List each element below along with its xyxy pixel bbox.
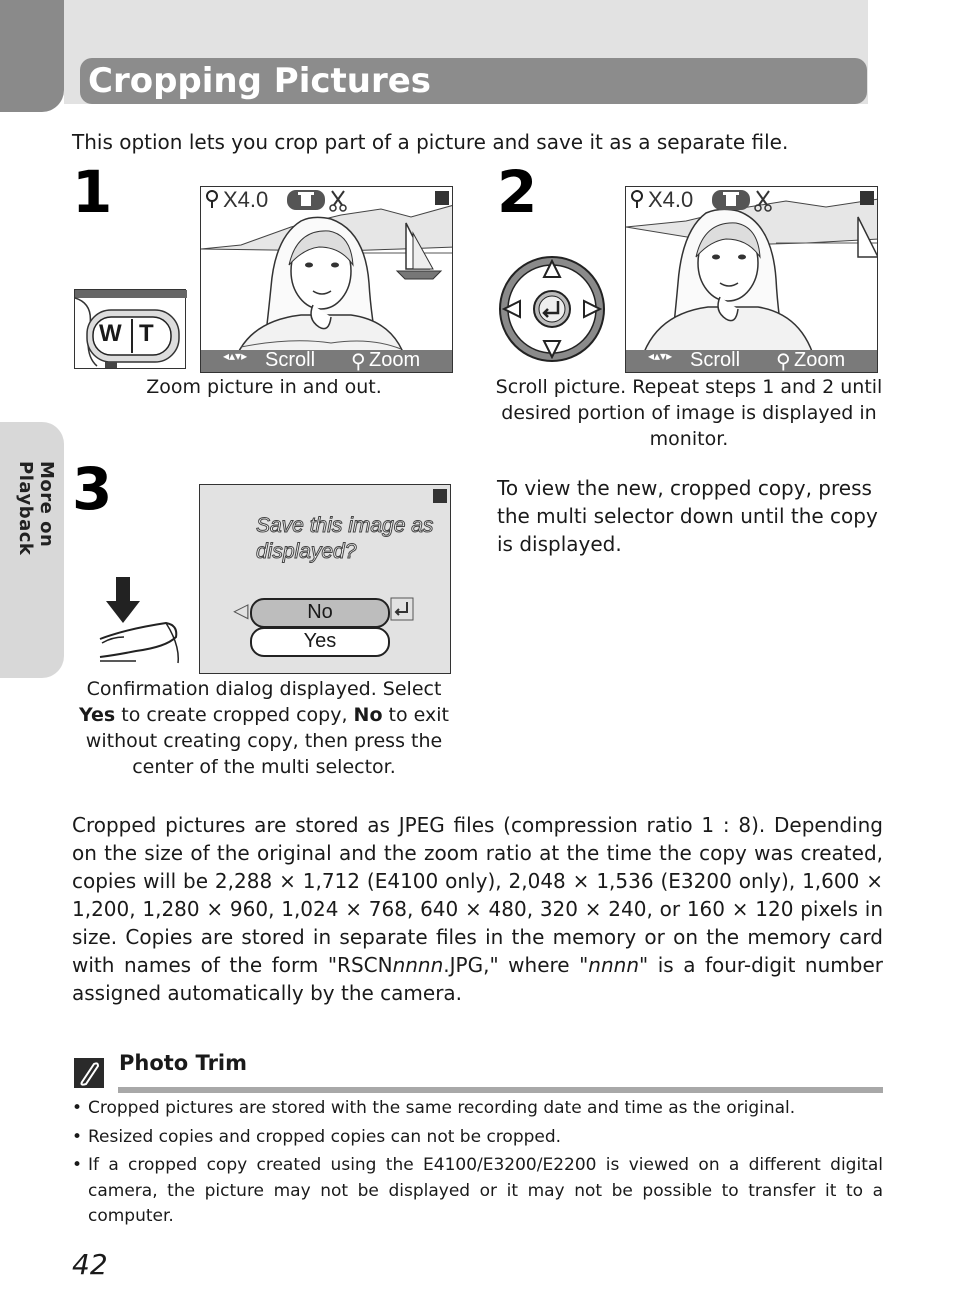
scissors-icon bbox=[754, 190, 772, 216]
down-arrow-icon bbox=[106, 577, 140, 623]
main-paragraph bbox=[72, 811, 883, 1007]
note-item-text: Cropped pictures are stored with the same recording date and time as the original. bbox=[88, 1098, 796, 1118]
page-number: 42 bbox=[72, 1248, 108, 1281]
note-item-text: Resized copies and cropped copies can not be cropped. bbox=[88, 1126, 562, 1147]
osd-bottom-bar-2 bbox=[626, 350, 877, 372]
caption-text: to create cropped copy, bbox=[115, 704, 354, 726]
zoom-level-2: X4.0 bbox=[648, 187, 694, 212]
side-tab-label: More on Playback bbox=[15, 461, 57, 556]
caption-text: to exit without creating copy, then press the center of the multi selector. bbox=[85, 704, 449, 778]
monitor-screen-2 bbox=[625, 186, 878, 373]
step2-caption: Scroll picture. Repeat steps 1 and 2 until desired portion of image is displayed in monitor. bbox=[495, 376, 883, 450]
zoom-label-1: Zoom bbox=[369, 349, 421, 371]
t-button-label: T bbox=[139, 320, 154, 347]
osd-top-bar-1 bbox=[201, 187, 452, 215]
note-rule bbox=[118, 1087, 883, 1093]
trash-icon bbox=[712, 190, 750, 210]
step-number-1: 1 bbox=[72, 158, 113, 226]
magnifier-icon bbox=[630, 189, 646, 213]
magnifier-icon: ⚲ bbox=[351, 351, 366, 373]
scroll-arrows-icon: ◂▴▾▸ bbox=[648, 349, 673, 363]
dialog-message bbox=[256, 513, 433, 565]
paragraph-text: .JPG," where " bbox=[443, 953, 589, 977]
caption-text: Confirmation dialog displayed. Select bbox=[86, 678, 442, 700]
caption-yes: Yes bbox=[78, 704, 116, 726]
magnifier-icon: ⚲ bbox=[776, 351, 791, 373]
scroll-label-1: Scroll bbox=[265, 349, 316, 371]
paragraph-italic: nnnn bbox=[588, 953, 639, 977]
pencil-note-icon bbox=[74, 1058, 104, 1088]
zoom-label-2: Zoom bbox=[794, 349, 846, 371]
osd-bottom-bar-1 bbox=[201, 350, 452, 372]
finger-press-illustration bbox=[96, 575, 180, 665]
step1-caption: Zoom picture in and out. bbox=[146, 376, 382, 398]
caption-no: No bbox=[353, 704, 383, 726]
multi-selector-icon bbox=[498, 255, 606, 363]
osd-top-bar-2 bbox=[626, 187, 877, 215]
finger-icon bbox=[100, 623, 178, 663]
note-item: • Resized copies and cropped copies can not be cropped. bbox=[72, 1125, 883, 1151]
note-item: • If a cropped copy created using the E4100/E3200/E2200 is viewed on a different digital camera, the picture may not be displayed or it may not be possible to transfer it to a computer. bbox=[72, 1153, 883, 1230]
step-number-2: 2 bbox=[497, 158, 538, 226]
scroll-arrows-icon: ◂▴▾▸ bbox=[223, 349, 248, 363]
intro-text: This option lets you crop part of a picture and save it as a separate file. bbox=[72, 130, 789, 154]
no-option[interactable]: No bbox=[250, 598, 390, 628]
confirmation-dialog-screen bbox=[199, 484, 451, 674]
note-item: • Cropped pictures are stored with the same recording date and time as the original. bbox=[72, 1096, 883, 1122]
note-list bbox=[72, 1096, 883, 1230]
corner-tab bbox=[0, 0, 64, 112]
monitor-screen-1 bbox=[200, 186, 453, 373]
page-title: Cropping Pictures bbox=[88, 61, 432, 101]
w-button-label: W bbox=[99, 320, 122, 347]
memory-icon bbox=[860, 191, 874, 205]
dialog-line-2: displayed? bbox=[256, 540, 357, 563]
note-title: Photo Trim bbox=[119, 1051, 247, 1075]
paragraph-italic: nnnn bbox=[392, 953, 444, 977]
view-copy-text: To view the new, cropped copy, press the multi selector down until the copy is displayed. bbox=[497, 476, 878, 556]
trash-icon bbox=[287, 190, 325, 210]
scroll-label-2: Scroll bbox=[690, 349, 741, 371]
zoom-button-illustration bbox=[74, 289, 186, 369]
dialog-line-1: Save this image as bbox=[256, 514, 434, 537]
scissors-icon bbox=[329, 190, 347, 216]
paragraph-text: " is a four-digit number assigned automatically by the camera. bbox=[72, 953, 883, 1005]
memory-icon bbox=[433, 489, 447, 503]
step3-caption bbox=[72, 676, 456, 780]
zoom-level-1: X4.0 bbox=[223, 187, 269, 212]
yes-option[interactable]: Yes bbox=[250, 627, 390, 657]
enter-icon bbox=[390, 597, 414, 625]
left-arrow-icon: ◁ bbox=[233, 598, 249, 622]
step-number-3: 3 bbox=[72, 455, 113, 523]
magnifier-icon bbox=[205, 189, 221, 213]
zoom-rocker-icon bbox=[75, 290, 187, 370]
memory-icon bbox=[435, 191, 449, 205]
note-item-text: If a cropped copy created using the E4100/E3200/E2200 is viewed on a different digital camera, the picture may not be displayed or it may not be possible to transfer it to a computer. bbox=[88, 1155, 883, 1226]
paragraph-text: Cropped pictures are stored as JPEG files (compression ratio 1 : 8). Depending on the size of the original and the zoom ratio at the time the copy was created, copies will be 2,288 × 1,712 (E4100 only), 2,048 × 1,536 (E3200 only), 1,600 × 1,200, 1,280 × 960, 1,024 × 768, 640 × 480, 320 × 240, or 160 × 120 pixels in size. Copies are stored in separate files in the memory or on the memory card with names of the form "RSCN bbox=[72, 813, 883, 977]
